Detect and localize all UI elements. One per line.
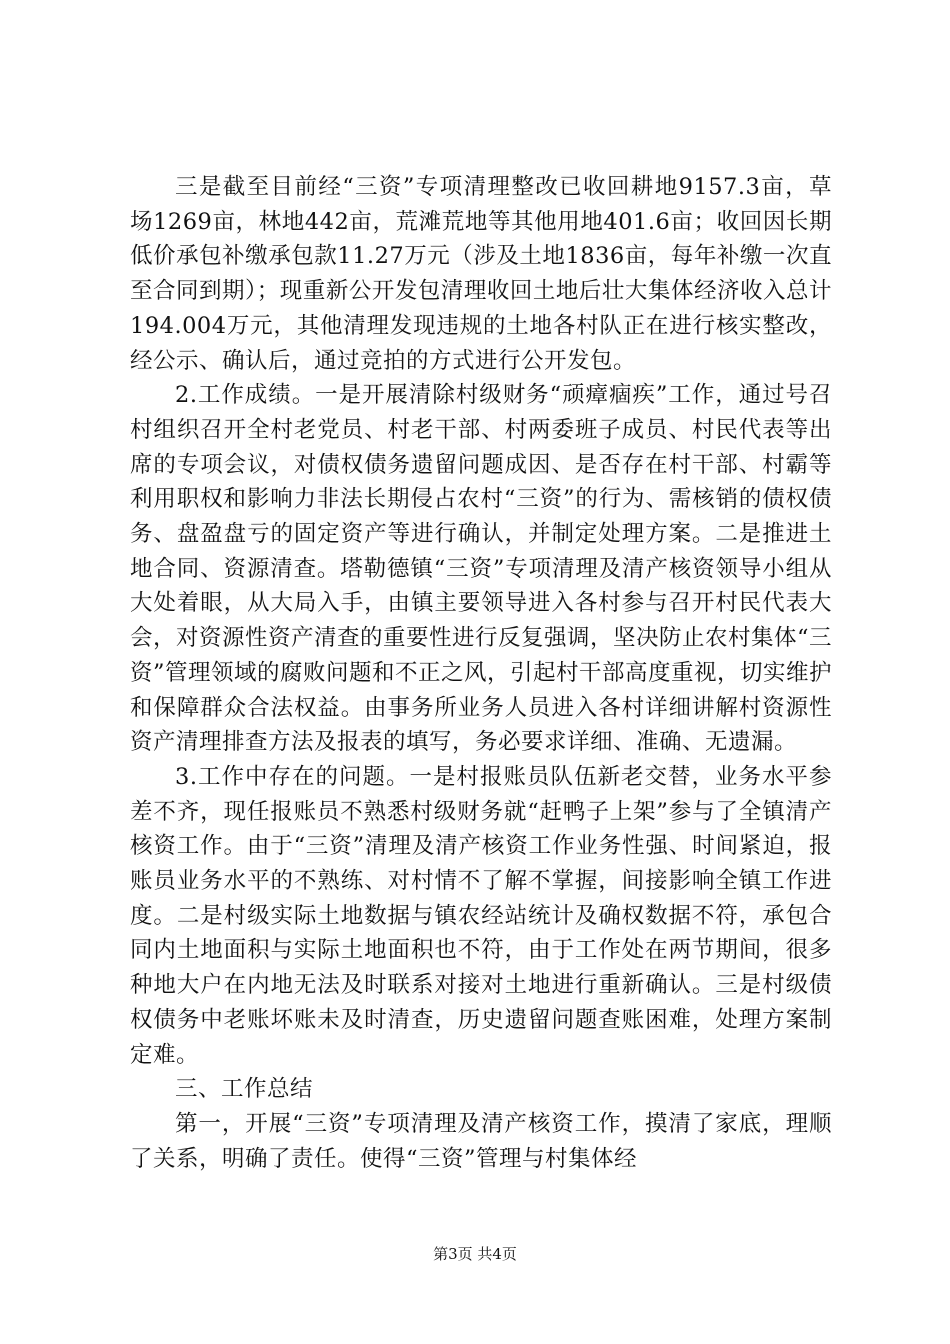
paragraph-land-recovery: 三是截至目前经“三资”专项清理整改已收回耕地9157.3亩，草场1269亩，林地442亩，荒滩荒地等其他用地401.6亩；收回因长期低价承包补缴承包款11.27万元（涉及土地1836亩，每年补缴一次直至合同到期）；现重新公开发包清理收回土地后壮大集体经济收入总计194.004万元，其他清理发现违规的土地各村队正在进行核实整改，经公示、确认后，通过竞拍的方式进行公开发包。: [130, 174, 832, 374]
paragraph-work-achievements: 2.工作成绩。一是开展清除村级财务“顽瘴痼疾”工作，通过号召村组织召开全村老党员、村老干部、村两委班子成员、村民代表等出席的专项会议，对债权债务遗留问题成因、是否存在村干部、村霸等利用职权和影响力非法长期侵占农村“三资”的行为、需核销的债权债务、盘盈盘亏的固定资产等进行确认，并制定处理方案。二是推进土地合同、资源清查。塔勒德镇“三资”专项清理及清产核资领导小组从大处着眼，从大局入手，由镇主要领导进入各村参与召开村民代表大会，对资源性资产清查的重要性进行反复强调，坚决防止农村集体“三资”管理领域的腐败问题和不正之风，引起村干部高度重视，切实维护和保障群众合法权益。由事务所业务人员进入各村详细讲解村资源性资产清理排查方法及报表的填写，务必要求详细、准确、无遗漏。: [130, 382, 833, 756]
page-number: 第3页 共4页: [433, 1245, 517, 1263]
paragraph-summary-first: 第一，开展“三资”专项清理及清产核资工作，摸清了家底，理顺了关系，明确了责任。使得“三资”管理与村集体经: [130, 1110, 832, 1172]
paragraph-existing-problems: 3.工作中存在的问题。一是村报账员队伍新老交替，业务水平参差不齐，现任报账员不熟悉村级财务就“赶鸭子上架”参与了全镇清产核资工作。由于“三资”清理及清产核资工作业务性强、时间紧迫，报账员业务水平的不熟练、对村情不了解不掌握，间接影响全镇工作进度。二是村级实际土地数据与镇农经站统计及确权数据不符，承包合同内土地面积与实际土地面积也不符，由于工作处在两节期间，很多种地大户在内地无法及时联系对接对土地进行重新确认。三是村级债权债务中老账坏账未及时清查，历史遗留问题查账困难，处理方案制定难。: [130, 763, 832, 1068]
page-footer: [0, 1244, 950, 1264]
section-heading-work-summary: 三、工作总结: [175, 1076, 314, 1103]
document-body: [130, 170, 832, 1176]
